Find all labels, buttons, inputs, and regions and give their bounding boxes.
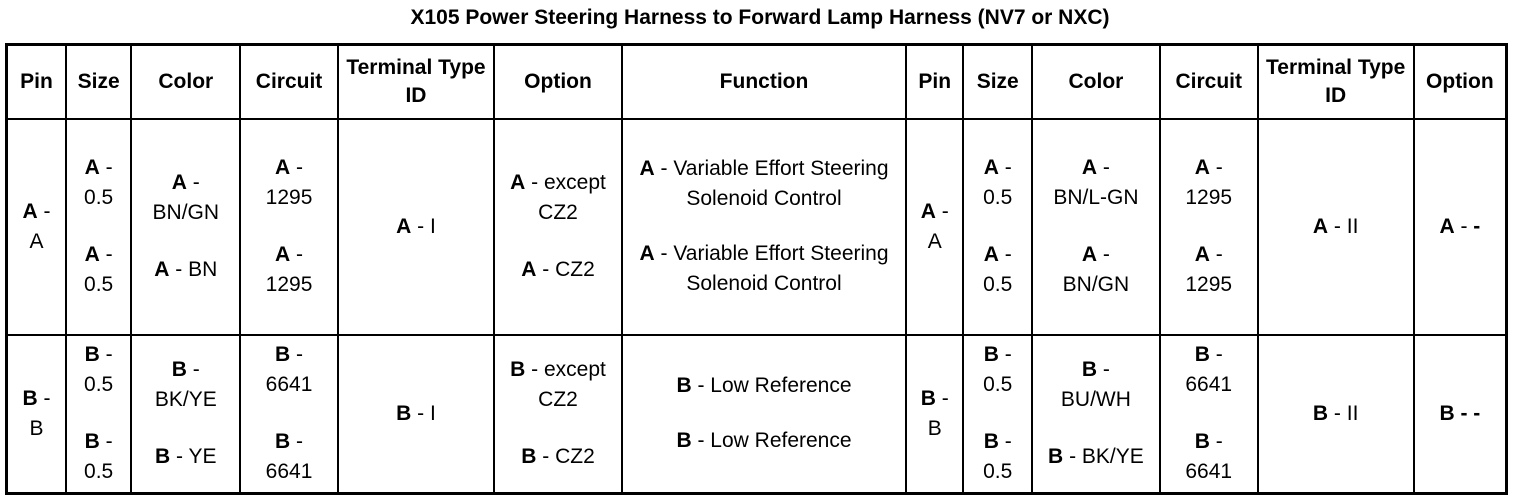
color-value: YE [188,445,217,469]
size-key: A [84,243,100,266]
circuit-value: 1295 [1185,186,1233,209]
terminal-cell-2 [1258,119,1414,335]
option-key: A [521,258,537,281]
option-cell [494,119,622,335]
option-value: except CZ2 [538,358,606,412]
option-value: CZ2 [555,258,595,281]
dash: - [941,386,949,410]
terminal-cell-2 [1258,335,1414,494]
circuit-value: 1295 [265,273,313,296]
color-key: A [1081,243,1098,266]
dash: - [1333,214,1341,238]
color-key: B [155,445,171,469]
circuit-value: 1295 [265,186,313,209]
header-size: Size [66,45,131,119]
color-key: A [154,258,170,281]
size-key: A [983,156,999,179]
connector-table [5,43,1508,495]
pin-key: A [22,199,38,223]
header-circuit-2: Circuit [1160,45,1258,119]
circuit-key: A [1194,156,1210,179]
pin-cell [7,335,66,494]
function-value: - Low Reference [697,374,852,398]
terminal-cell [338,335,494,494]
dash: - [105,430,113,454]
circuit-value: 1295 [1185,273,1233,296]
terminal-key: B [1312,401,1329,425]
circuit-value: 6641 [265,460,313,484]
option-value: CZ2 [555,445,595,469]
circuit-key: A [1194,243,1210,266]
size-value: 0.5 [84,273,114,296]
size-cell [66,119,131,335]
dash: - [192,358,200,382]
circuit-cell [240,119,338,335]
dash: - [1004,343,1012,367]
circuit-key: B [275,343,291,367]
pin-key: A [920,199,936,223]
header-color: Color [131,45,240,119]
pin-cell-2 [906,119,963,335]
color-key: A [1081,156,1098,179]
color-value: BK/YE [1081,445,1144,469]
dash: - [296,343,304,367]
circuit-value: 6641 [1185,373,1233,397]
size-key: B [983,343,999,367]
pin-value: B [29,416,44,440]
dash: - [1004,243,1012,266]
terminal-key: B [396,401,412,425]
pin-value: A [927,229,942,253]
header-row [7,45,1507,119]
dash: - [660,242,668,265]
function-key: B [676,374,692,398]
color-key: B [1081,358,1098,382]
circuit-key: A [275,243,291,266]
size-cell-2 [963,119,1032,335]
dash: - [192,171,200,194]
color-cell-2 [1032,119,1160,335]
dash: - [542,258,550,281]
circuit-key: B [275,430,291,454]
function-cell [622,119,906,335]
header-color-2: Color [1032,45,1160,119]
dash: - [296,243,304,266]
header-function: Function [622,45,906,119]
dash: - [175,258,183,281]
color-value: BN/L-GN [1053,186,1139,209]
size-value: 0.5 [983,186,1013,209]
circuit-key: B [1194,430,1210,454]
color-value: BN [188,258,218,281]
function-value: Variable Effort Steering Solenoid Control [673,157,889,210]
color-cell [131,335,240,494]
dash: - [176,445,184,469]
color-cell [131,119,240,335]
dash: - [660,157,668,180]
color-key: B [1048,445,1064,469]
dash: - [1215,343,1223,367]
header-pin: Pin [7,45,66,119]
dash: - [105,243,113,266]
dash: - [105,156,113,179]
color-value: BN/GN [1062,273,1130,296]
dash: - [1215,156,1223,179]
dash: - [1460,401,1468,425]
header-terminal-type-id: Terminal Type ID [338,45,494,119]
dash: - [296,156,304,179]
header-option: Option [494,45,622,119]
function-value: Variable Effort Steering Solenoid Control [673,242,889,295]
dash: - [531,358,539,382]
dash: - [417,401,425,425]
header-size-2: Size [963,45,1032,119]
color-value: BU/WH [1060,388,1131,412]
header-option-2: Option [1414,45,1507,119]
terminal-key: A [396,214,412,238]
terminal-value: II [1346,214,1359,238]
terminal-key: A [1312,214,1329,238]
size-cell-2 [963,335,1032,494]
dash: - [1333,401,1341,425]
size-key: A [84,156,100,179]
dash: - [1004,156,1012,179]
function-key: A [639,242,655,265]
pin-key: B [22,386,38,410]
dash: - [1215,430,1223,454]
option-cell-2 [1414,119,1507,335]
size-value: 0.5 [84,186,114,209]
circuit-cell-2 [1160,119,1258,335]
dash: - [1004,430,1012,454]
circuit-value: 6641 [265,373,313,397]
dash: - [941,199,949,223]
size-value: 0.5 [983,273,1013,296]
dash: - [43,386,51,410]
option-key: B [1439,401,1455,425]
dash: - [542,445,550,469]
dash: - [1069,445,1077,469]
header-pin-2: Pin [906,45,963,119]
terminal-cell [338,119,494,335]
table-row [7,119,1507,335]
dash: - [1460,214,1468,238]
size-value: 0.5 [983,373,1013,397]
dash: - [296,430,304,454]
table-row [7,335,1507,494]
color-key: B [171,358,187,382]
dash: - [1102,243,1110,266]
function-cell [622,335,906,494]
option-value: except CZ2 [538,171,606,224]
color-value: BK/YE [154,388,217,412]
circuit-value: 6641 [1185,460,1233,484]
circuit-cell-2 [1160,335,1258,494]
dash: - [43,199,51,223]
dash: - [1215,243,1223,266]
size-cell [66,335,131,494]
option-key: B [521,445,537,469]
option-key: B [510,358,526,382]
color-value: BN/GN [152,201,220,224]
terminal-value: I [429,214,436,238]
circuit-cell [240,335,338,494]
function-key: A [639,157,655,180]
terminal-value: I [429,401,436,425]
pin-cell [7,119,66,335]
circuit-key: B [1194,343,1210,367]
color-cell-2 [1032,335,1160,494]
pin-cell-2 [906,335,963,494]
size-value: 0.5 [84,373,114,397]
size-key: B [983,430,999,454]
pin-value: B [927,416,942,440]
size-value: 0.5 [983,460,1013,484]
color-key: A [171,171,187,194]
pin-value: A [29,229,44,253]
option-key: A [1439,214,1455,238]
option-value: - [1473,214,1481,238]
option-value: - [1473,401,1481,425]
function-key: B [676,429,692,453]
dash: - [1102,358,1110,382]
option-key: A [510,171,526,194]
terminal-value: II [1346,401,1359,425]
dash: - [417,214,425,238]
header-terminal-type-id-2: Terminal Type ID [1258,45,1414,119]
circuit-key: A [275,156,291,179]
dash: - [105,343,113,367]
dash: - [531,171,539,194]
function-value: - Low Reference [697,429,852,453]
dash: - [1102,156,1110,179]
size-key: A [983,243,999,266]
size-key: B [84,343,100,367]
page-title: X105 Power Steering Harness to Forward Lamp Harness (NV7 or NXC) [410,6,1110,29]
size-key: B [84,430,100,454]
header-circuit: Circuit [240,45,338,119]
option-cell-2 [1414,335,1507,494]
pin-key: B [920,386,936,410]
size-value: 0.5 [84,460,114,484]
option-cell [494,335,622,494]
